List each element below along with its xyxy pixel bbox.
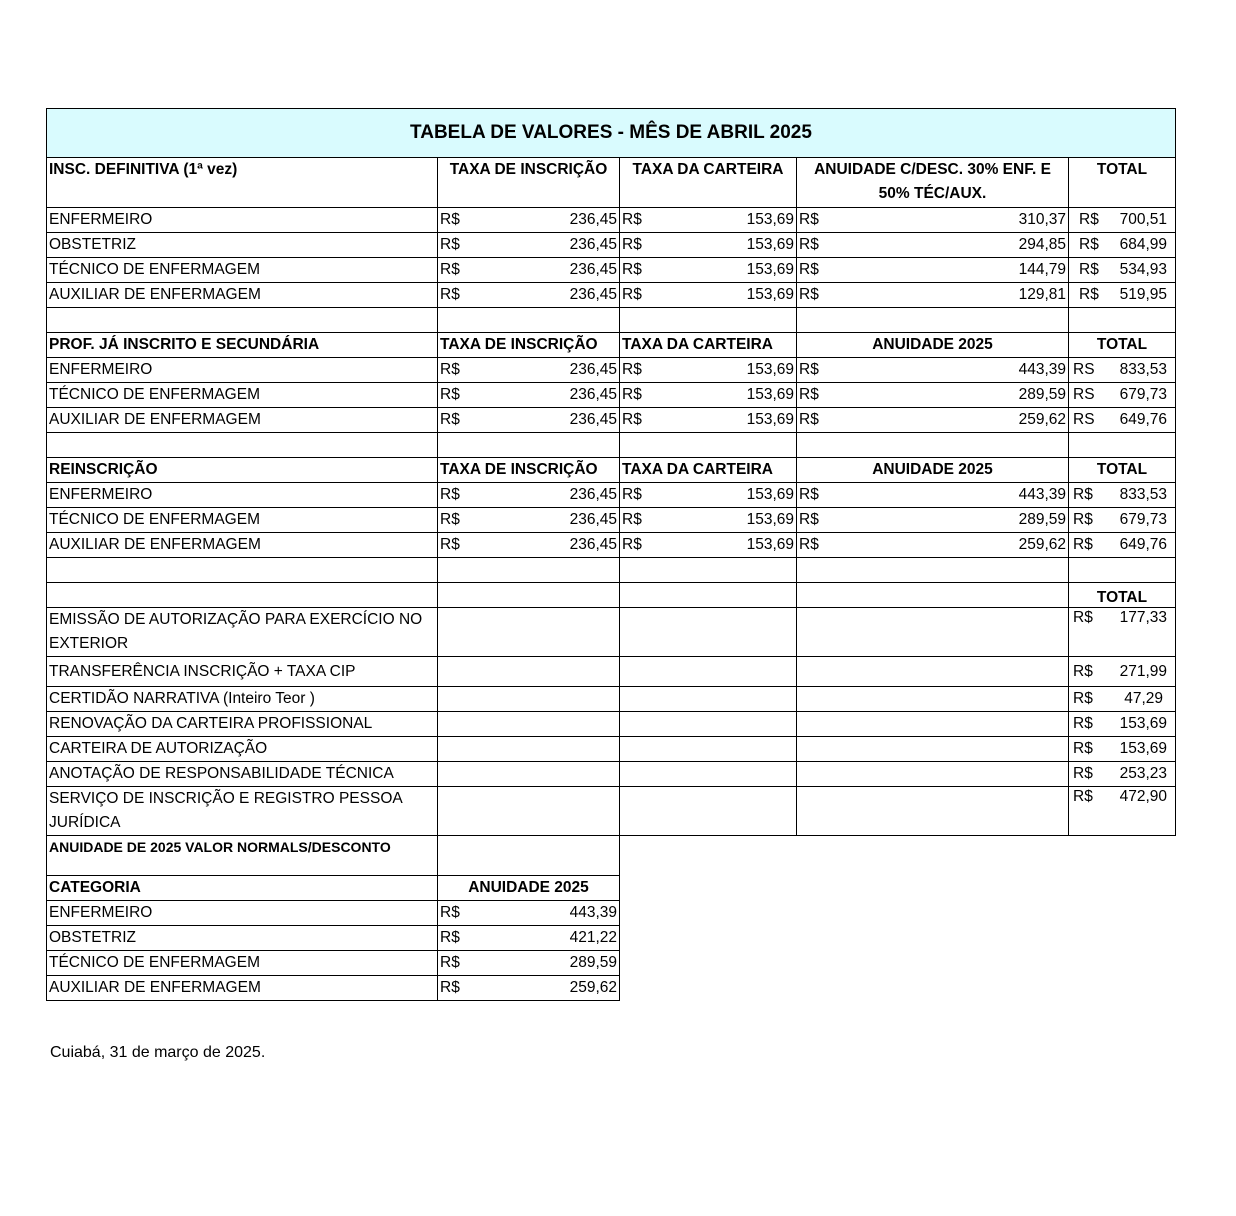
row-label: ENFERMEIRO (47, 208, 438, 233)
cell-carteira: R$ 153,69 (620, 533, 797, 558)
cell-inscricao: R$ 236,45 (438, 508, 620, 533)
cell-total: RS 679,73 (1069, 383, 1176, 408)
row-label: OBSTETRIZ (47, 233, 438, 258)
section3-header-anuidade: ANUIDADE 2025 (797, 458, 1069, 483)
row-label: CARTEIRA DE AUTORIZAÇÃO (47, 737, 438, 762)
cell-total: R$ 153,69 (1069, 712, 1176, 737)
cell-anuidade: R$ 259,62 (797, 408, 1069, 433)
cell-total: R$ 153,69 (1069, 737, 1176, 762)
cell-total: R$ 649,76 (1069, 533, 1176, 558)
row-label: CERTIDÃO NARRATIVA (Inteiro Teor ) (47, 687, 438, 712)
cell-carteira: R$ 153,69 (620, 258, 797, 283)
row-label: AUXILIAR DE ENFERMAGEM (47, 408, 438, 433)
table-row (47, 687, 1176, 712)
table-row (47, 608, 1176, 657)
cell-total: RS 649,76 (1069, 408, 1176, 433)
annual-header-row (47, 876, 1176, 901)
services-header-total: TOTAL (1069, 583, 1176, 608)
section1-header-label: INSC. DEFINITIVA (1ª vez) (47, 158, 438, 208)
cell-anuidade: R$ 259,62 (797, 533, 1069, 558)
table-row (47, 657, 1176, 687)
cell-total: RS 833,53 (1069, 358, 1176, 383)
cell-anuidade: R$ 144,79 (797, 258, 1069, 283)
cell-inscricao: R$ 236,45 (438, 283, 620, 308)
cell-total: R$ 833,53 (1069, 483, 1176, 508)
cell-inscricao: R$ 236,45 (438, 383, 620, 408)
cell-total: R$ 519,95 (1069, 283, 1176, 308)
footer-date-line: Cuiabá, 31 de março de 2025. (50, 1044, 266, 1061)
cell-total: R$ 271,99 (1069, 657, 1176, 687)
section3-header-label: REINSCRIÇÃO (47, 458, 438, 483)
table-row (47, 901, 1176, 926)
cell-anuidade: R$ 443,39 (797, 483, 1069, 508)
table-row (47, 951, 1176, 976)
cell-carteira: R$ 153,69 (620, 483, 797, 508)
cell-total: R$ 534,93 (1069, 258, 1176, 283)
cell-anuidade: R$ 289,59 (797, 383, 1069, 408)
cell-carteira: R$ 153,69 (620, 508, 797, 533)
table-row (47, 208, 1176, 233)
row-label: AUXILIAR DE ENFERMAGEM (47, 283, 438, 308)
price-table-sheet (46, 108, 1176, 1001)
table-row (47, 383, 1176, 408)
cell-total: R$ 47,29 (1069, 687, 1176, 712)
section1-header-inscricao: TAXA DE INSCRIÇÃO (438, 158, 620, 208)
cell-carteira: R$ 153,69 (620, 233, 797, 258)
cell-inscricao: R$ 236,45 (438, 208, 620, 233)
annual-header-categoria: CATEGORIA (47, 876, 438, 901)
cell-anuidade: R$ 259,62 (438, 976, 620, 1001)
cell-anuidade: R$ 443,39 (438, 901, 620, 926)
cell-inscricao: R$ 236,45 (438, 408, 620, 433)
cell-inscricao: R$ 236,45 (438, 533, 620, 558)
annual-heading-row (47, 836, 1176, 876)
cell-carteira: R$ 153,69 (620, 208, 797, 233)
section1-header-carteira: TAXA DA CARTEIRA (620, 158, 797, 208)
row-label: AUXILIAR DE ENFERMAGEM (47, 976, 438, 1001)
row-label: SERVIÇO DE INSCRIÇÃO E REGISTRO PESSOA JURÍDICA (47, 787, 438, 836)
table-row (47, 233, 1176, 258)
section3-header-total: TOTAL (1069, 458, 1176, 483)
table-title: TABELA DE VALORES - MÊS DE ABRIL 2025 (47, 109, 1176, 158)
table-row (47, 787, 1176, 836)
cell-anuidade: R$ 310,37 (797, 208, 1069, 233)
cell-inscricao: R$ 236,45 (438, 258, 620, 283)
cell-total: R$ 684,99 (1069, 233, 1176, 258)
services-header-row (47, 583, 1176, 608)
spacer-row (47, 558, 1176, 583)
row-label: ANOTAÇÃO DE RESPONSABILIDADE TÉCNICA (47, 762, 438, 787)
row-label: TÉCNICO DE ENFERMAGEM (47, 951, 438, 976)
row-label: AUXILIAR DE ENFERMAGEM (47, 533, 438, 558)
section2-header-row (47, 333, 1176, 358)
row-label: ENFERMEIRO (47, 358, 438, 383)
table-row (47, 533, 1176, 558)
cell-anuidade: R$ 443,39 (797, 358, 1069, 383)
cell-inscricao: R$ 236,45 (438, 483, 620, 508)
row-label: ENFERMEIRO (47, 901, 438, 926)
cell-carteira: R$ 153,69 (620, 283, 797, 308)
row-label: TÉCNICO DE ENFERMAGEM (47, 508, 438, 533)
table-row (47, 926, 1176, 951)
table-row (47, 508, 1176, 533)
cell-anuidade: R$ 289,59 (438, 951, 620, 976)
cell-total: R$ 700,51 (1069, 208, 1176, 233)
annual-header-anuidade: ANUIDADE 2025 (438, 876, 620, 901)
section1-header-anuidade: ANUIDADE C/DESC. 30% ENF. E 50% TÉC/AUX. (797, 158, 1069, 208)
row-label: TÉCNICO DE ENFERMAGEM (47, 258, 438, 283)
section1-header-total: TOTAL (1069, 158, 1176, 208)
section3-header-row (47, 458, 1176, 483)
cell-total: R$ 679,73 (1069, 508, 1176, 533)
section2-header-inscricao: TAXA DE INSCRIÇÃO (438, 333, 620, 358)
section2-header-anuidade: ANUIDADE 2025 (797, 333, 1069, 358)
table-row (47, 408, 1176, 433)
price-table (46, 108, 1176, 1001)
cell-inscricao: R$ 236,45 (438, 233, 620, 258)
section1-header-row (47, 158, 1176, 208)
cell-inscricao: R$ 236,45 (438, 358, 620, 383)
row-label: OBSTETRIZ (47, 926, 438, 951)
spacer-row (47, 433, 1176, 458)
cell-anuidade: R$ 289,59 (797, 508, 1069, 533)
table-row (47, 762, 1176, 787)
row-label: ENFERMEIRO (47, 483, 438, 508)
cell-total: R$ 253,23 (1069, 762, 1176, 787)
cell-anuidade: R$ 421,22 (438, 926, 620, 951)
row-label: RENOVAÇÃO DA CARTEIRA PROFISSIONAL (47, 712, 438, 737)
annual-heading: ANUIDADE DE 2025 VALOR NORMALS/DESCONTO (47, 836, 438, 876)
table-row (47, 737, 1176, 762)
table-row (47, 483, 1176, 508)
section2-header-label: PROF. JÁ INSCRITO E SECUNDÁRIA (47, 333, 438, 358)
row-label: EMISSÃO DE AUTORIZAÇÃO PARA EXERCÍCIO NO EXTERIOR (47, 608, 438, 657)
section3-header-carteira: TAXA DA CARTEIRA (620, 458, 797, 483)
section3-header-inscricao: TAXA DE INSCRIÇÃO (438, 458, 620, 483)
spacer-row (47, 308, 1176, 333)
cell-carteira: R$ 153,69 (620, 358, 797, 383)
section2-header-total: TOTAL (1069, 333, 1176, 358)
row-label: TÉCNICO DE ENFERMAGEM (47, 383, 438, 408)
table-row (47, 976, 1176, 1001)
table-row (47, 712, 1176, 737)
table-row (47, 258, 1176, 283)
section2-header-carteira: TAXA DA CARTEIRA (620, 333, 797, 358)
row-label: TRANSFERÊNCIA INSCRIÇÃO + TAXA CIP (47, 657, 438, 687)
table-row (47, 358, 1176, 383)
table-row (47, 283, 1176, 308)
cell-total: R$ 472,90 (1069, 787, 1176, 836)
cell-carteira: R$ 153,69 (620, 408, 797, 433)
cell-anuidade: R$ 129,81 (797, 283, 1069, 308)
cell-anuidade: R$ 294,85 (797, 233, 1069, 258)
cell-carteira: R$ 153,69 (620, 383, 797, 408)
cell-total: R$ 177,33 (1069, 608, 1176, 657)
